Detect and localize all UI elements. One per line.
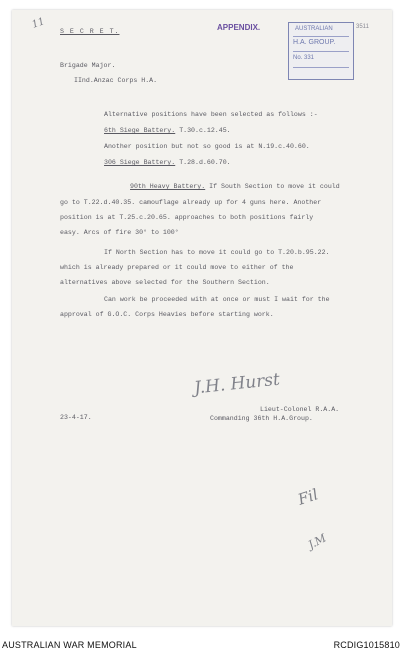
signature-command: Commanding 36th H.A.Group. [210, 415, 313, 422]
battery-6th-position: T.30.c.12.45. [175, 127, 231, 134]
battery-6th-line [104, 127, 231, 135]
addressee-line-2: IInd.Anzac Corps H.A. [74, 77, 158, 84]
heavy-battery-line-3: position is at T.25.c.20.65. approaches to both positions fairly [60, 214, 314, 221]
heavy-battery-text-1: If South Section to move it could [205, 183, 340, 190]
battery-306-position: T.28.d.60.70. [175, 159, 231, 166]
request-line-2: approval of G.O.C. Corps Heavies before starting work. [60, 311, 274, 318]
file-annotation: Fil [295, 485, 321, 509]
initials-annotation: J.M [306, 531, 329, 552]
heavy-battery-line-2: go to T.22.d.40.35. camouflage already up for 4 guns here. Another [60, 199, 322, 206]
page-number: 11 [30, 16, 47, 31]
battery-6th-alternative: Another position but not so good is at N.19.c.40.60. [104, 143, 310, 150]
stamp-corner-number: 3511 [356, 24, 369, 30]
stamp-line-2: H.A. GROUP. [293, 39, 336, 46]
received-stamp [288, 22, 354, 80]
intro-line: Alternative positions have been selected as follows :- [104, 111, 318, 118]
heavy-battery-label: 90th Heavy Battery. [130, 183, 206, 190]
signature: J.H. Hurst [193, 369, 281, 399]
north-section-line-1: If North Section has to move it could go to T.20.b.95.22. [104, 249, 330, 256]
battery-306-label: 306 Siege Battery. [104, 159, 176, 166]
heavy-battery-line-4: easy. Arcs of fire 30° to 100° [60, 229, 179, 236]
request-line-1: Can work be proceeded with at once or must I wait for the [104, 296, 330, 303]
document-date: 23-4-17. [60, 414, 92, 421]
battery-306-line [104, 159, 231, 167]
addressee-line-1: Brigade Major. [60, 62, 116, 69]
appendix-label: APPENDIX. [217, 23, 261, 32]
classification-heading: S E C R E T. [60, 28, 120, 35]
signature-rank: Lieut-Colonel R.A.A. [260, 406, 340, 413]
document-page [12, 10, 392, 626]
battery-6th-label: 6th Siege Battery. [104, 127, 176, 134]
heavy-battery-line-1 [130, 183, 340, 191]
footer-identifier: RCDIG1015810 [333, 640, 400, 650]
north-section-line-3: alternatives above selected for the Southern Section. [60, 279, 270, 286]
stamp-line-1: AUSTRALIAN [295, 26, 333, 32]
stamp-line-3: No. 331 [293, 55, 315, 61]
footer-institution: AUSTRALIAN WAR MEMORIAL [2, 640, 137, 650]
north-section-line-2: which is already prepared or it could move to either of the [60, 264, 294, 271]
